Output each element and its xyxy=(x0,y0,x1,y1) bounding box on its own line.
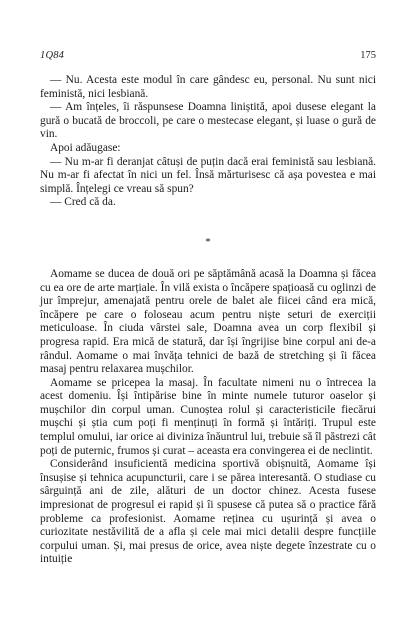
dialogue-section xyxy=(40,74,376,210)
paragraph: Aomame se ducea de două ori pe săptămână acasă la Doamna și făcea cu ea ore de arte marțiale. În vilă exista o încăpere spațioasă cu oglinzi de jur împrejur, amenajată pentru orele de balet ale fiicei când era mică, încăpere pe care o foloseau acum pentru niște seturi de exerciții meticuloase. În ciuda vârstei sale, Doamna avea un corp flexibil și progresa rapid. Era mică de statură, dar își îngrijise bine corpul ani de-a rândul. Aomame o mai învăța tehnici de bază de stretching și îi făcea masaj pentru relaxarea mușchilor. xyxy=(40,267,376,376)
running-head-title: 1Q84 xyxy=(40,50,65,61)
paragraph: Considerând insuficientă medicina sportivă obișnuită, Aomame își însușise și tehnica acupuncturii, care i se părea interesantă. O studiase cu sârguință ani de zile, alături de un doctor chinez. Acesta fusese impresionat de progresul ei rapid și îi spusese că putea să o practice fără probleme ca profesionist. Aomame reținea cu ușurință și avea o curiozitate nestăvilită de a afla și cele mai mici detalii despre funcțiile corpului uman. Și, mai presus de orice, avea niște degete înzestrate cu o intuiție xyxy=(40,458,376,566)
section-break: * xyxy=(205,235,211,248)
paragraph: Aomame se pricepea la masaj. În facultate nimeni nu o întrecea la acest domeniu. Își întipărise bine în minte numele tuturor oaselor și mușchilor din corpul uman. Cunoștea rolul și caracteristicile fiecărui mușchi și știa cum poți fi menținuți în formă și întăriți. Trupul este templul omului, iar orice ai diviniza înăuntrul lui, trebuie să îl păstrezi cât poți de puternic, frumos și curat – aceasta era convingerea ei de neclintit. xyxy=(40,376,376,457)
book-page xyxy=(40,50,376,567)
paragraph: — Nu m-ar fi deranjat câtuși de puțin dacă erai feministă sau lesbiană. Nu m-ar fi afectat în nici un fel. Însă mărturisesc că așa povestea e mai simplă. Înțelegi ce vreau să spun? xyxy=(40,155,376,195)
page-number: 175 xyxy=(360,50,376,61)
paragraph: — Cred că da. xyxy=(50,196,116,209)
running-head xyxy=(40,50,376,61)
narrative-section xyxy=(40,268,376,567)
paragraph: — Nu. Acesta este modul în care gândesc eu, personal. Nu sunt nici feministă, nici lesbiană. xyxy=(40,74,376,100)
paragraph: — Am înțeles, îi răspunsese Doamna liniștită, apoi dusese elegant la gură o bucată de broccoli, pe care o mestecase elegant, și luase o gură de vin. xyxy=(40,101,376,141)
paragraph: Apoi adăugase: xyxy=(50,141,121,154)
